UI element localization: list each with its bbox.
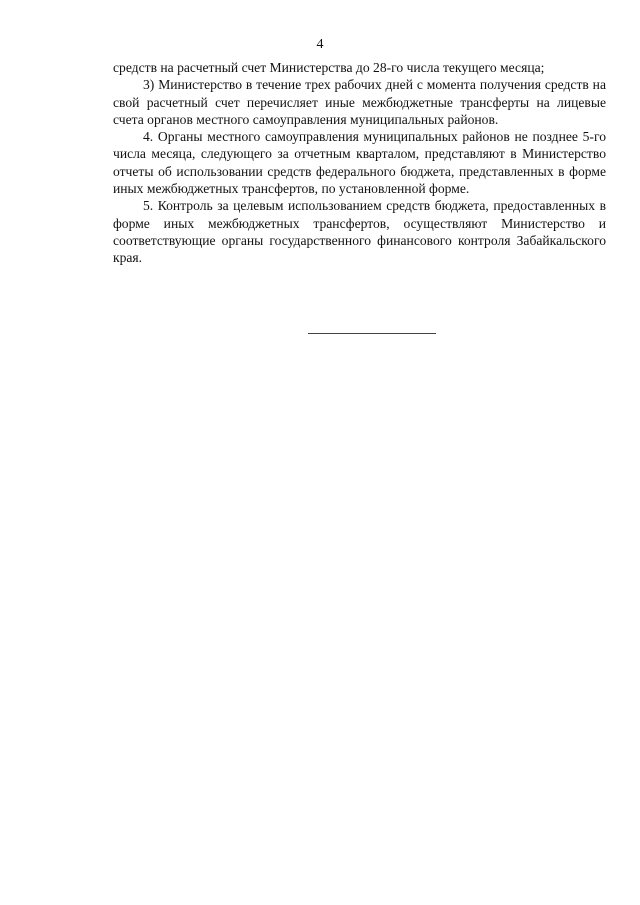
paragraph-item-4: 4. Органы местного самоуправления муниципальных районов не позднее 5-го числа месяца, следующего за отчетным кварталом, представляют в Министерство отчеты об использовании средств федерального бюджета, представленных в форме иных межбюджетных трансфертов, по установленной форме. [113, 129, 606, 197]
paragraph-continuation: средств на расчетный счет Министерства до 28-го числа текущего месяца; [113, 60, 545, 75]
paragraph-item-5: 5. Контроль за целевым использованием средств бюджета, предоставленных в форме иных межбюджетных трансфертов, осуществляют Министерство и соответствующие органы государственного финансового контроля Забайкальского края. [113, 198, 606, 266]
end-separator-line [308, 333, 436, 334]
page-number: 4 [316, 37, 324, 52]
paragraph-item-3: 3) Министерство в течение трех рабочих дней с момента получения средств на свой расчетный счет перечисляет иные межбюджетные трансферты на лицевые счета органов местного самоуправления муниципальных районов. [113, 77, 606, 127]
document-body [113, 59, 606, 267]
